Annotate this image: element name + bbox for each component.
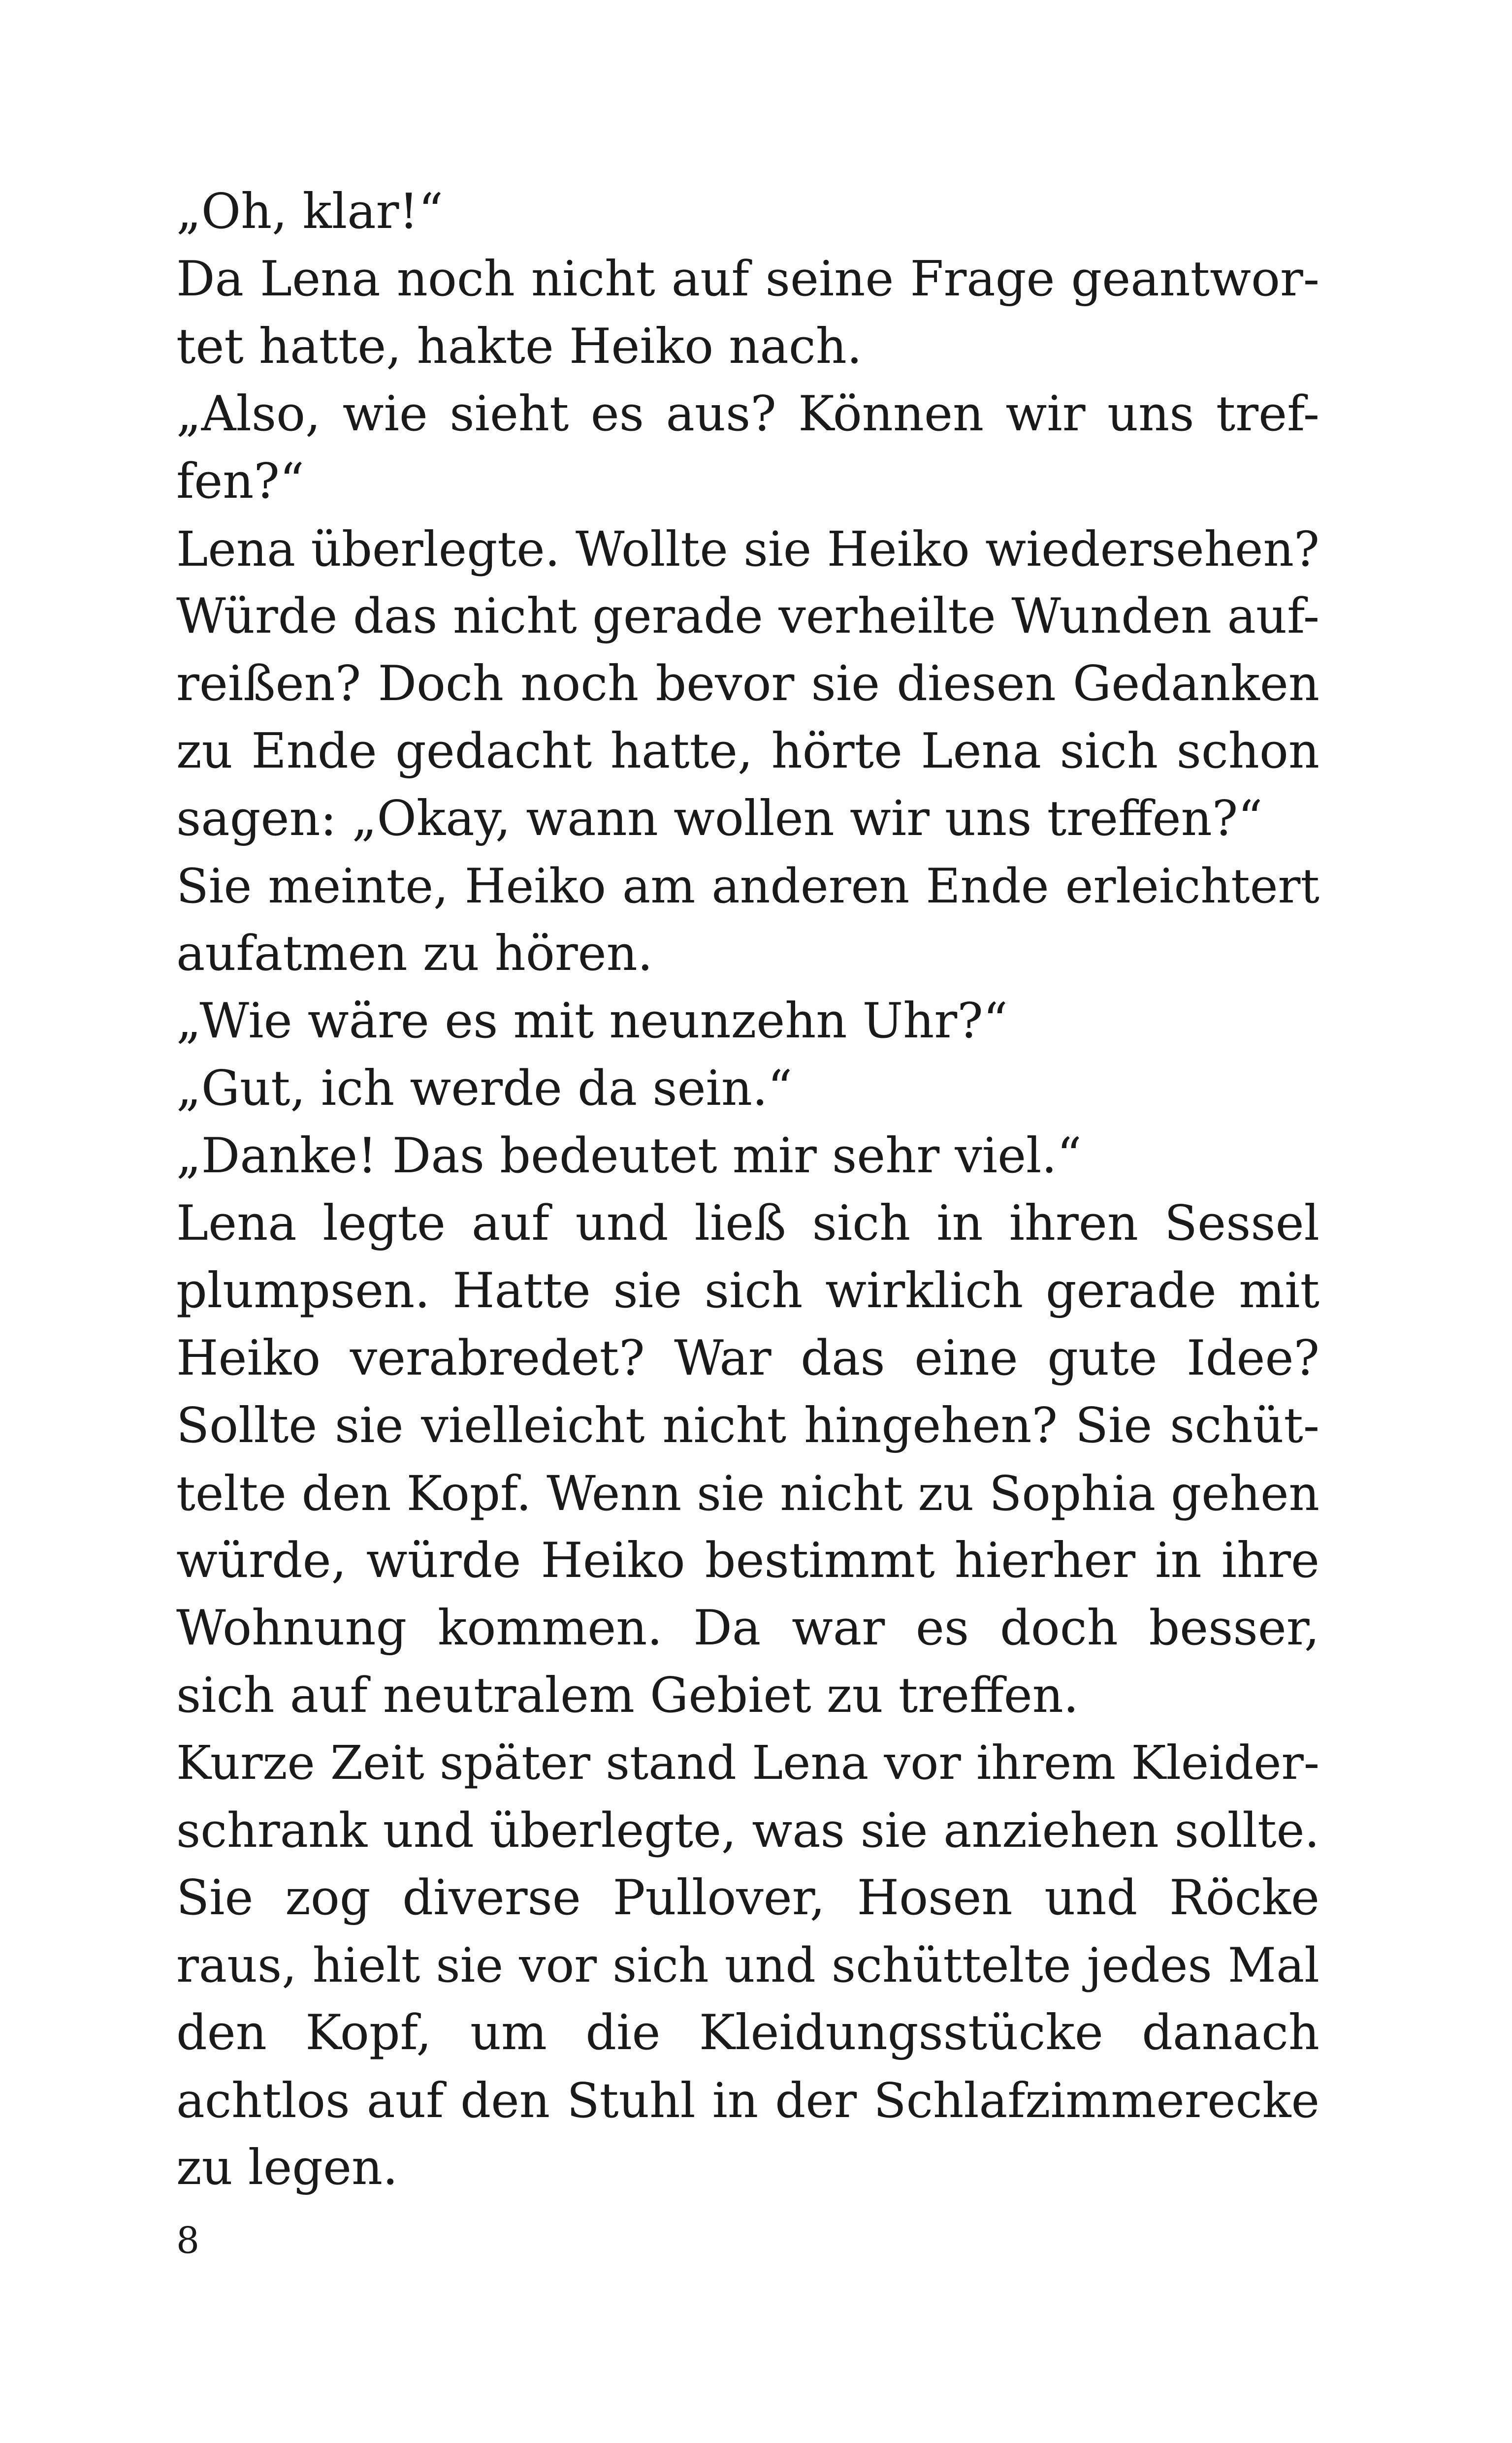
text-line: würde, würde Heiko bestimmt hierher in ihre [176,1533,1319,1589]
text-line: fen?“ [176,453,305,510]
text-line: raus, hielt sie vor sich und schüttelte jedes Mal [176,1938,1319,1993]
text-line: den Kopf, um die Kleidungsstücke danach [176,2005,1319,2061]
text-line: „Also, wie sieht es aus? Können wir uns tref- [176,386,1319,442]
text-line: „Wie wäre es mit neunzehn Uhr?“ [176,993,1008,1049]
text-line: „Oh, klar!“ [176,184,444,240]
text-line: aufatmen zu hören. [176,926,653,982]
text-line: telte den Kopf. Wenn sie nicht zu Sophia gehen [176,1466,1319,1521]
text-line: Wohnung kommen. Da war es doch besser, [176,1600,1319,1656]
text-line: sagen: „Okay, wann wollen wir uns treffen?“ [176,791,1263,847]
text-line: Kurze Zeit später stand Lena vor ihrem Kleider- [176,1736,1319,1790]
text-line: Sie zog diverse Pullover, Hosen und Röcke [176,1870,1319,1926]
text-line: Da Lena noch nicht auf seine Frage geantwor- [176,251,1319,307]
text-line: reißen? Doch noch bevor sie diesen Gedanken [176,656,1319,712]
text-line: Heiko verabredet? War das eine gute Idee? [176,1330,1319,1386]
text-line: schrank und überlegte, was sie anziehen sollte. [176,1803,1319,1858]
text-line: tet hatte, hakte Heiko nach. [176,319,863,375]
text-line: zu Ende gedacht hatte, hörte Lena sich schon [176,723,1319,779]
body-text [176,178,1319,2202]
text-line: Lena überlegte. Wollte sie Heiko wiedersehen? [176,521,1319,577]
text-line: „Gut, ich werde da sein.“ [176,1061,793,1117]
text-line: sich auf neutralem Gebiet zu treffen. [176,1668,1079,1724]
text-line: achtlos auf den Stuhl in der Schlafzimmerecke [176,2073,1319,2128]
text-line: Lena legte auf und ließ sich in ihren Sessel [176,1195,1319,1252]
page-number: 8 [176,2219,200,2262]
text-line: zu legen. [176,2140,398,2196]
text-line: Würde das nicht gerade verheilte Wunden auf- [176,588,1319,644]
text-line: Sie meinte, Heiko am anderen Ende erleichtert [176,859,1319,914]
text-line: Sollte sie vielleicht nicht hingehen? Sie schüt- [176,1398,1319,1454]
text-line: „Danke! Das bedeutet mir sehr viel.“ [176,1128,1082,1184]
text-line: plumpsen. Hatte sie sich wirklich gerade mit [176,1263,1319,1319]
